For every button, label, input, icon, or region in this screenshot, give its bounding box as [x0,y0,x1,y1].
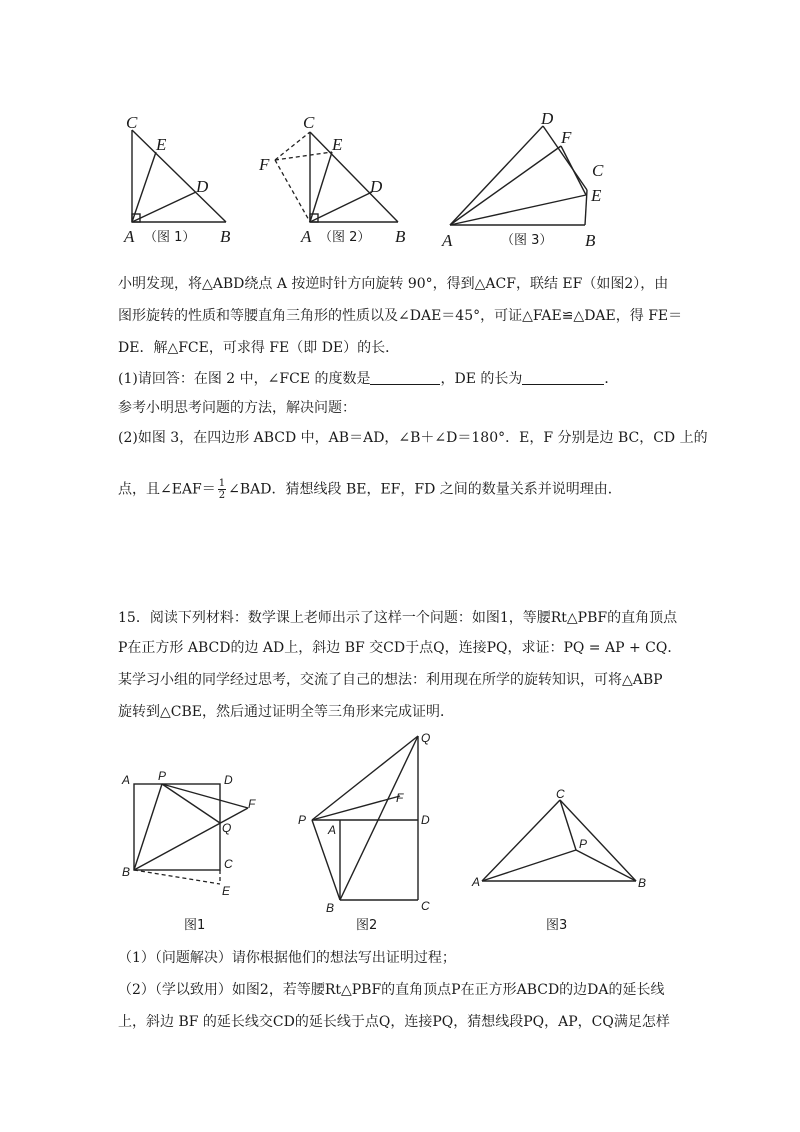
paragraph-line: 参考小明思考问题的方法，解决问题： [118,400,356,416]
label-e: E [591,186,602,205]
segment-ad [310,192,372,222]
segment-cp [560,800,576,850]
top-figure-3 [435,108,620,253]
caption-fig2: （图 2） [319,230,371,245]
label-c: C [126,113,138,132]
answer-blank-2 [522,370,604,385]
segment-cb [560,800,636,881]
caption-fig1: 图1 [184,918,206,933]
question-1-text-c: ． [604,371,619,387]
label-p: P [579,837,588,851]
label-d: D [370,177,383,196]
caption-fig3: （图 3） [501,233,553,248]
paragraph-line: 小明发现，将△ABD绕点 A 按逆时针方向旋转 90°，得到△ACF，联结 EF（如图2），由 [118,276,669,292]
sub-question-2-line-2: 上，斜边 BF 的延长线交CD的延长线于点Q，连接PQ，猜想线段PQ，AP，CQ满足怎样 [118,1014,670,1030]
bottom-figure-2 [290,728,440,938]
label-c: C [556,788,565,801]
label-f: F [259,155,270,174]
label-q: Q [222,821,232,835]
label-q: Q [421,731,431,745]
top-figure-1 [120,110,240,255]
segment-ae [310,152,332,222]
question-2-text-b: ∠BAD．猜想线段 BE，EF，FD 之间的数量关系并说明理由． [228,481,622,498]
question-2-line-2 [118,478,622,501]
question-1-text-a: (1)请回答：在图 2 中，∠FCE 的度数是 [118,371,371,387]
segment-ad [132,192,196,222]
label-a: A [124,227,135,246]
label-d: D [421,813,430,827]
segment-pf [162,784,248,808]
sub-question-1: （1）（问题解决）请你根据他们的想法写出证明过程； [118,950,456,966]
segment-cb [310,132,398,222]
label-c: C [303,113,315,132]
segment-da [450,126,543,225]
label-f: F [248,797,256,811]
segment-pq [162,784,220,823]
segment-cb [132,130,226,222]
segment-be [134,870,220,884]
fraction-numerator: 1 [218,478,226,489]
label-b: B [585,231,596,250]
segment-pf [312,796,400,820]
top-figure-2 [255,110,415,255]
label-d: D [224,773,233,787]
label-a: A [472,875,481,889]
segment-fe [561,146,586,195]
label-c: C [421,899,430,913]
label-b: B [638,876,647,890]
label-a: A [122,773,131,787]
question-2-text-a: 点，且∠EAF＝ [118,481,216,498]
problem-15-line-4: 旋转到△CBE，然后通过证明全等三角形来完成证明． [118,704,454,720]
bottom-figure-1 [118,768,278,938]
segment-ae [132,152,156,222]
caption-fig2: 图2 [356,918,378,933]
answer-blank-1 [370,370,440,385]
label-e: E [222,884,231,898]
problem-15-line-3: 某学习小组的同学经过思考，交流了自己的想法：利用现在所学的旋转知识，可将△ABP [118,672,663,688]
label-p: P [158,769,167,783]
paragraph-line: DE．解△FCE，可求得 FE（即 DE）的长． [118,340,400,356]
problem-15-line-1: 15．阅读下列材料：数学课上老师出示了这样一个问题：如图1，等腰Rt△PBF的直角顶点 [118,610,678,626]
label-a: A [301,227,312,246]
bottom-figure-3 [470,788,660,938]
label-e: E [332,135,343,154]
fraction-one-half [218,478,226,501]
label-c: C [224,857,233,871]
caption-fig3: 图3 [546,918,568,933]
segment-bp [576,850,636,881]
caption-fig1: （图 1） [144,230,196,245]
label-a: A [328,823,337,837]
label-f: F [396,791,404,805]
segment-pq [312,736,418,820]
paragraph-line: 图形旋转的性质和等腰直角三角形的性质以及∠DAE＝45°，可证△FAE≌△DAE，得 FE＝ [118,308,683,324]
label-b: B [220,227,231,246]
label-d: D [196,177,209,196]
label-b: B [395,227,406,246]
question-1 [118,369,618,389]
label-f: F [561,128,572,147]
label-d: D [541,109,554,128]
segment-bq [340,736,418,900]
label-p: P [298,813,307,827]
label-e: E [156,135,167,154]
label-a: A [442,231,453,250]
question-2-line-1: (2)如图 3，在四边形 ABCD 中，AB＝AD，∠B＋∠D＝180°．E，F 分别是边 BC，CD 上的 [118,430,708,446]
question-1-text-b: ，DE 的长为 [440,371,523,387]
label-b: B [326,901,335,915]
segment-fa [275,160,310,222]
sub-question-2-line-1: （2）（学以致用）如图2，若等腰Rt△PBF的直角顶点P在正方形ABCD的边DA的延长线 [118,982,665,998]
problem-15-line-2: P在正方形 ABCD的边 AD上，斜边 BF 交CD于点Q，连接PQ，求证：PQ = AP + CQ． [118,640,682,656]
fraction-denominator: 2 [218,490,226,501]
label-c: C [592,161,604,180]
label-b: B [122,865,131,879]
